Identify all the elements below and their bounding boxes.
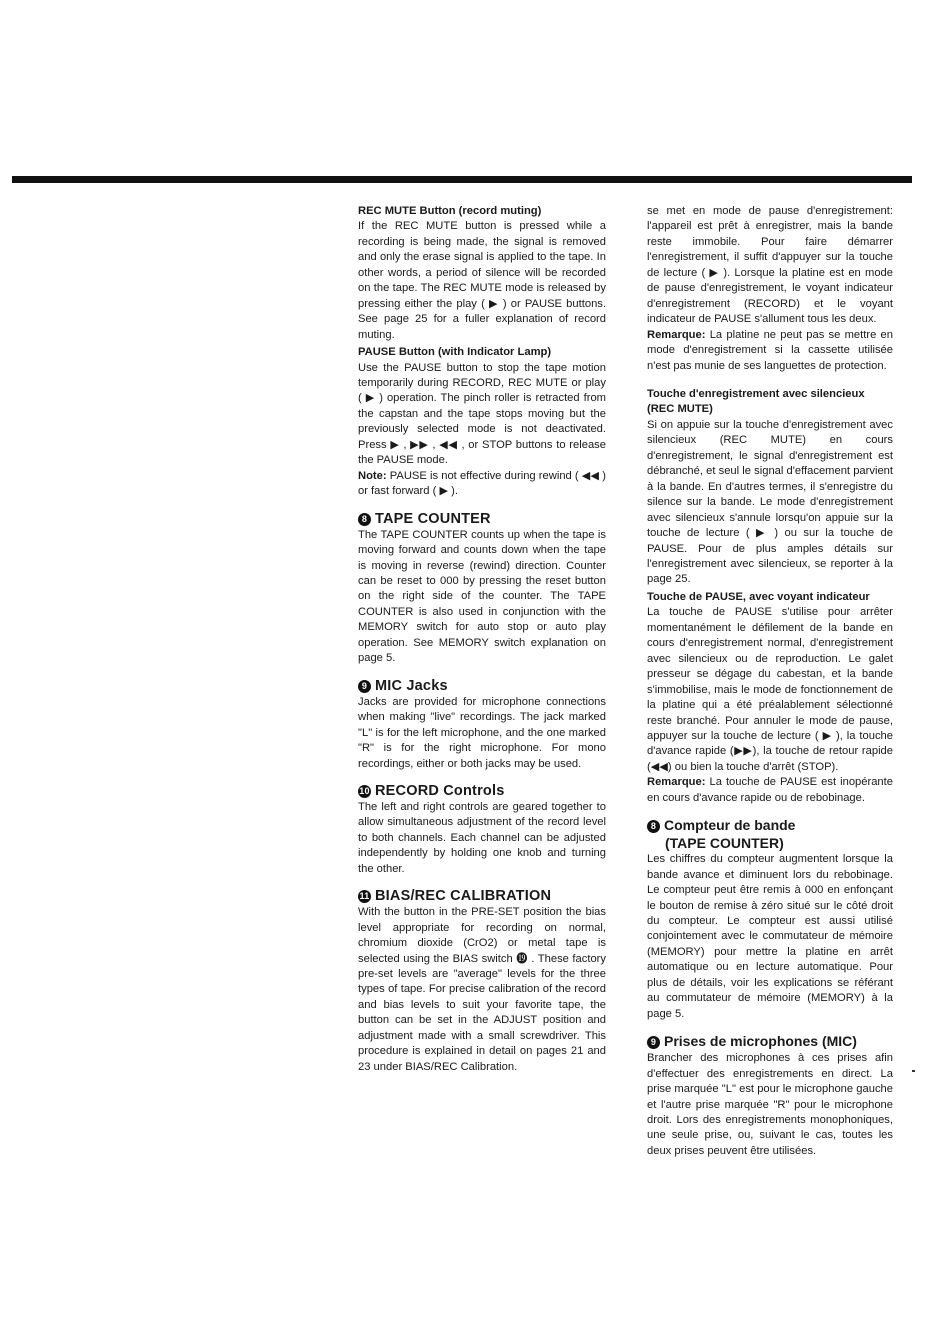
bias-rec-text: With the button in the PRE-SET position the bias level appropriate for recording on normal, chromium dioxide (CrO2) or metal tape is selected using the BIAS switch ⓳ . These factory pre-set levels are "average" levels for the three types of tape. For precise calibration of the record and bias levels to suit your favorite tape, the button can be set in the ADJUST position and adjustment made with a small screwdriver. This procedure is explained in detail on pages 21 and 23 under BIAS/REC Calibration. (358, 906, 606, 1073)
rec-mute-fr-text: Si on appuie sur la touche d'enregistrement avec silencieux (REC MUTE) en cours d'enregistrement, le signal d'enregistrement est débranché, et seul le signal d'effacement parvient à la bande. En d'autres termes, il s'enregistre du silence sur la bande. Le mode d'enregistrement avec silencieux s'annule lorsqu'on appuie sur la touche de lecture ( ▶ ) ou sur la touche de PAUSE. Pour de plus amples détails sur l'enregistrement avec silencieux, se reporter à la page 25. (647, 418, 893, 586)
heading-text: TAPE COUNTER (375, 510, 491, 527)
heading-text: Compteur de bande (664, 817, 796, 834)
pause-fr-text: La touche de PAUSE s'utilise pour arrêter momentanément le défilement de la bande en cours d'enregistrement normal, d'enregistrement avec silencieux ou de reproduction. Le galet presseur se dégage du cabestan, et la bande s'immobilise, mais le mode de fonctionnement de la platine qui a été préalablement sélectionné reste branché. Pour annuler le mode de pause, appuyer sur la touche de lecture ( ▶ ), la touche d'avance rapide (▶▶), la touche de retour rapide (◀◀) ou bien la touche d'arrêt (STOP). (647, 606, 893, 773)
pause-heading: PAUSE Button (with Indicator Lamp) (358, 346, 552, 359)
mic-jacks-heading (358, 678, 606, 695)
pause-fr-heading: Touche de PAUSE, avec voyant indicateur (647, 590, 870, 603)
tape-counter-text: The TAPE COUNTER counts up when the tape is moving forward and counts down when the tape is moving in reverse (rewind) direction. Counter can be reset to 000 by pressing the reset button on the right side of the counter. The TAPE COUNTER is also used in conjunction with the MEMORY switch for auto stop or auto play operation. See MEMORY switch explanation on page 5. (358, 528, 606, 665)
rec-mute-text: If the REC MUTE button is pressed while a recording is being made, the signal is removed and only the erase signal is applied to the tape. In other words, a period of silence will be recorded on the tape. The REC MUTE mode is released by pressing either the play ( ▶ ) or PAUSE buttons. See page 25 for a fuller explanation of record muting. (358, 220, 606, 341)
compteur-heading (647, 817, 893, 835)
compteur-heading-2: (TAPE COUNTER) (665, 835, 784, 852)
note-text: PAUSE is not effective during rewind ( ◀◀ ) or fast forward ( ▶ ). (358, 469, 606, 498)
item-number-badge: 10 (359, 785, 370, 796)
rec-mute-fr-heading: Touche d'enregistrement avec silencieux (647, 387, 865, 400)
tape-counter-heading (358, 511, 606, 528)
bias-rec-heading (358, 888, 606, 905)
item-number-badge: 9 (358, 680, 371, 693)
heading-text: RECORD Controls (375, 782, 505, 799)
note-label: Remarque: (647, 776, 706, 789)
page-top-rule (12, 176, 912, 183)
pause-note (358, 469, 606, 500)
prises-mic-text: Brancher des microphones à ces prises afin d'effectuer des enregistrements en direct. La prise marquée "L" est pour le microphone gauche et l'autre prise marquée "R" pour le microphone droit. Lors des enregistrements monophoniques, une seule prise, ou, suivant le cas, toutes les deux prises peuvent être utilisées. (647, 1052, 893, 1157)
item-number-badge: 8 (358, 513, 371, 526)
note-label: Remarque: (647, 328, 706, 341)
pause-text: Use the PAUSE button to stop the tape motion temporarily during RECORD, REC MUTE or play ( ▶ ) operation. The pinch roller is retracted from the capstan and the tape stops moving but the previously selected mode is not deactivated. Press ▶ , ▶▶ , ◀◀ , or STOP buttons to release the PAUSE mode. (358, 361, 606, 467)
record-controls-text: The left and right controls are geared together to allow simultaneous adjustment of the record level to both channels. Each channel can be adjusted independently by holding one knob and turning the other. (358, 800, 606, 875)
item-number-badge: 9 (647, 1036, 660, 1049)
margin-mark (912, 1070, 915, 1072)
note-label: Note: (358, 469, 387, 482)
item-number-badge: 8 (647, 820, 660, 833)
pause-fr-note (647, 775, 893, 806)
record-controls-heading (358, 783, 606, 800)
heading-text: MIC Jacks (375, 677, 448, 694)
mic-jacks-text: Jacks are provided for microphone connections when making "live" recordings. The jack marked "L" is for the left microphone, and the one marked "R" is for the right microphone. For mono recordings, either or both jacks may be used. (358, 695, 606, 770)
prises-mic-heading (647, 1033, 893, 1051)
heading-text: BIAS/REC CALIBRATION (375, 888, 552, 905)
rec-mute-heading: REC MUTE Button (record muting) (358, 205, 542, 217)
note-text: La touche de PAUSE est inopérante en cours d'avance rapide ou de rebobinage. (647, 776, 893, 804)
rec-mute-fr-heading-2: (REC MUTE) (647, 403, 713, 416)
english-column (358, 202, 606, 1075)
record-pause-continued-text: se met en mode de pause d'enregistrement: l'appareil est prêt à enregistrer, mais la bande reste immobile. Pour faire démarrer l'enregistrement, il suffit d'appuyer sur la touche de lecture ( ▶ ). Lorsque la platine est en mode de pause d'enregistrement, le voyant indicateur d'enregistrement (RECORD) et le voyant indicateur de PAUSE s'allument tous les deux. (647, 205, 893, 326)
compteur-text: Les chiffres du compteur augmentent lorsque la bande avance et diminuent lors du rebobinage. Le compteur peut être remis à 000 en enfonçant le bouton de remise à zéro situé sur le côté droit du compteur. Le compteur est aussi utilisé conjointement avec le commutateur de mémoire (MEMORY) pour mettre la platine en arrêt automatique ou en lecture automatique. Pour plus de détails, voir les explications se référant au commutateur de mémoire (MEMORY) à la page 5. (647, 853, 893, 1020)
note-text: La platine ne peut pas se mettre en mode d'enregistrement si la cassette utilisée n'est pas munie de ses languettes de protection. (647, 328, 893, 372)
french-column (647, 204, 893, 1159)
record-pause-note (647, 328, 893, 374)
item-number-badge: 11 (359, 891, 370, 902)
heading-text: Prises de microphones (MIC) (664, 1033, 857, 1050)
